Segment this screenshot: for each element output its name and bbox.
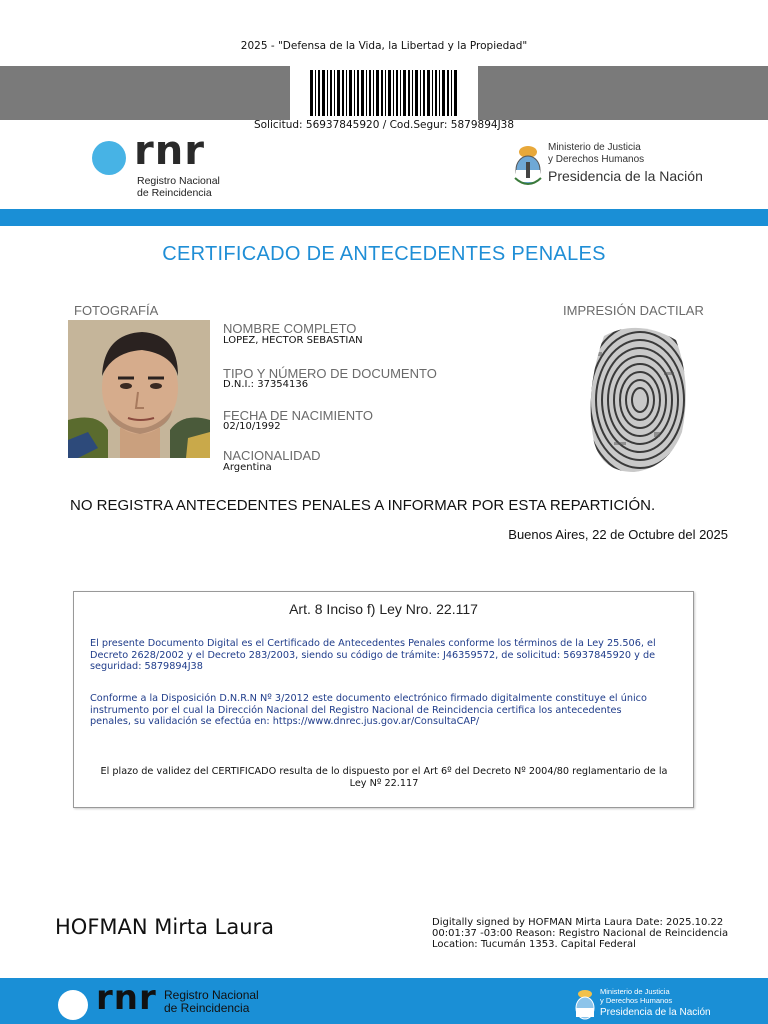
- nationality-label: NACIONALIDAD: [223, 448, 321, 463]
- nationality-value: Argentina: [223, 462, 272, 473]
- legal-notice-box: [73, 591, 694, 808]
- barcode: [290, 66, 478, 120]
- applicant-photo: [68, 320, 210, 458]
- footer-band: [0, 978, 768, 1024]
- footer-ministry-line2: y Derechos Humanos: [600, 995, 673, 1005]
- legal-paragraph-1: El presente Documento Digital es el Certificado de Antecedentes Penales conforme los términos de la Ley 25.506, el Decreto 2628/2002 y el Decreto 283/2003, siendo su código de trámite: J46359572, de solicitud: 56937845920 y de seguridad: 5879894J38: [90, 638, 656, 673]
- request-codes: Solicitud: 56937845920 / Cod.Segur: 5879894J38: [253, 119, 515, 131]
- rnr-dot-icon: [92, 141, 126, 175]
- ministry-name-line1: Ministerio de Justicia: [548, 142, 641, 153]
- footer-presidency: Presidencia de la Nación: [600, 1007, 711, 1018]
- legal-paragraph-3: El plazo de validez del CERTIFICADO resulta de lo dispuesto por el Art 6º del Decreto Nº 2004/80 reglamentario de la Ley Nº 22.117: [100, 766, 668, 789]
- year-motto: 2025 - "Defensa de la Vida, la Libertad y la Propiedad": [240, 40, 528, 52]
- footer-rnr-dot-icon: [58, 990, 88, 1020]
- rnr-wordmark: rnr: [134, 128, 205, 174]
- certificate-title: CERTIFICADO DE ANTECEDENTES PENALES: [162, 243, 606, 265]
- rnr-subtitle-line2: de Reincidencia: [137, 187, 212, 199]
- footer-rnr-subtitle: [164, 989, 259, 1015]
- ministry-name-line2: y Derechos Humanos: [548, 154, 645, 165]
- portrait-image: [68, 320, 210, 458]
- footer-rnr-subtitle-line1: Registro Nacional: [164, 988, 259, 1002]
- footer-ministry-logo: [570, 984, 730, 1022]
- document-label: TIPO Y NÚMERO DE DOCUMENTO: [223, 366, 437, 381]
- fingerprint-image: [584, 322, 690, 474]
- footer-rnr-wordmark: rnr: [96, 978, 157, 1018]
- coat-of-arms-icon: [512, 140, 544, 190]
- signer-name: HOFMAN Mirta Laura: [55, 915, 275, 939]
- legal-heading: Art. 8 Inciso f) Ley Nro. 22.117: [289, 601, 478, 617]
- legal-paragraph-2: Conforme a la Disposición D.N.R.N Nº 3/2012 este documento electrónico firmado digitalmente constituye el único instrumento por el cual la Dirección Nacional del Registro Nacional de Reincidencia certifica los antecedentes penales, su validación se efectúa en: https://www.dnrec.jus.gov.ar/ConsultaCAP/: [90, 693, 647, 728]
- rnr-subtitle: [137, 175, 247, 199]
- fingerprint-icon: [584, 322, 690, 474]
- digital-signature-info: Digitally signed by HOFMAN Mirta Laura Date: 2025.10.22 00:01:37 -03:00 Reason: Registro Nacional de Reincidencia Location: Tucumán 1353. Capital Federal: [432, 917, 729, 950]
- place-and-date: Buenos Aires, 22 de Octubre del 2025: [508, 527, 728, 542]
- barcode-icon: [310, 70, 458, 116]
- footer-rnr-subtitle-line2: de Reincidencia: [164, 1001, 250, 1015]
- fingerprint-label: IMPRESIÓN DACTILAR: [563, 303, 704, 318]
- blue-divider: [0, 209, 768, 226]
- rnr-subtitle-line1: Registro Nacional: [137, 175, 220, 187]
- footer-coat-of-arms-icon: [572, 986, 598, 1022]
- birth-date-value: 02/10/1992: [223, 421, 281, 432]
- footer-ministry-line1: Ministerio de Justicia: [600, 987, 670, 996]
- document-value: D.N.I.: 37354136: [223, 379, 309, 390]
- birth-date-label: FECHA DE NACIMIENTO: [223, 408, 374, 423]
- full-name-label: NOMBRE COMPLETO: [223, 321, 357, 336]
- footer-ministry-name: [600, 988, 672, 1005]
- statement-text: NO REGISTRA ANTECEDENTES PENALES A INFORMAR POR ESTA REPARTICIÓN.: [70, 497, 656, 514]
- ministry-logo: [512, 140, 712, 192]
- ministry-name: [548, 142, 644, 166]
- presidency-name: Presidencia de la Nación: [548, 168, 703, 184]
- full-name-value: LOPEZ, HECTOR SEBASTIAN: [223, 335, 363, 346]
- photo-label: FOTOGRAFÍA: [74, 303, 159, 318]
